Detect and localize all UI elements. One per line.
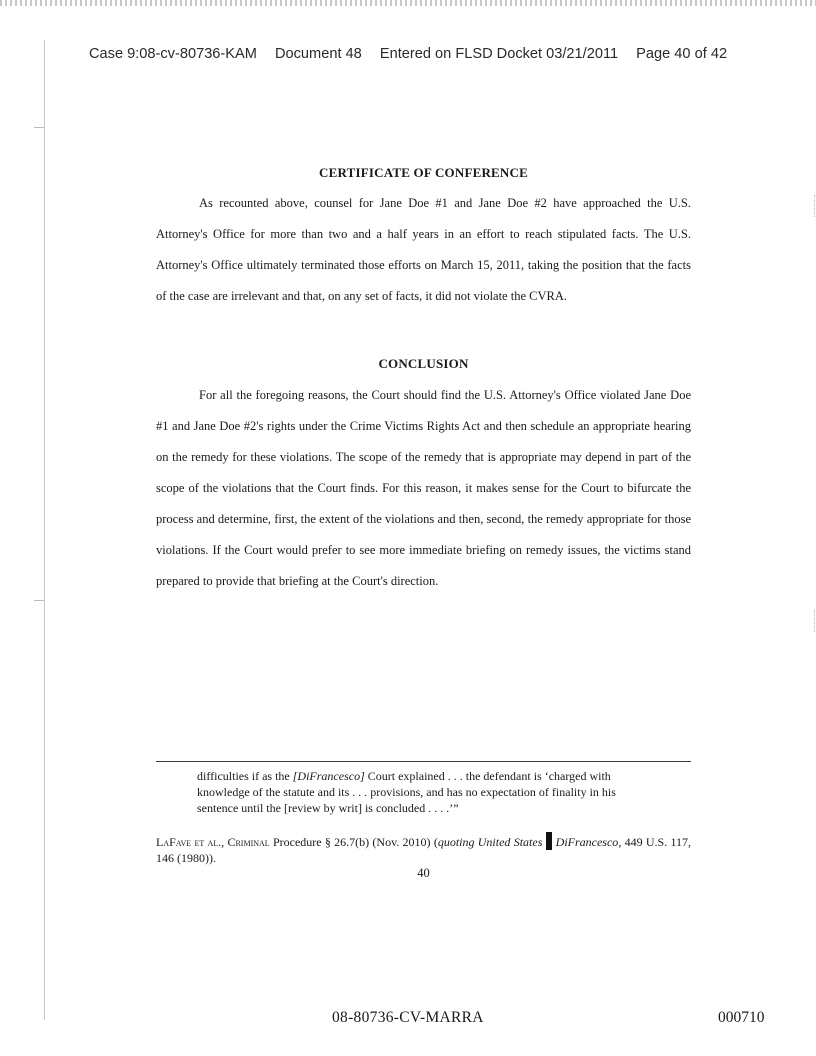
page-count: Page 40 of 42 [636,46,728,62]
footnote-citation: LaFave et al., Criminal Procedure § 26.7(b) (Nov. 2010) (quoting United States DiFrancesco, 449 U.S. 117, 146 (1980)). [156,832,691,866]
bates-number: 000710 [718,1009,765,1026]
scan-tick [34,600,44,601]
scan-tick [812,195,815,217]
scan-artifact-top [0,0,816,6]
redaction-mark [546,832,552,850]
certificate-paragraph: As recounted above, counsel for Jane Doe #1 and Jane Doe #2 have approached the U.S. Attorney's Office for more than two and a half years in an effort to reach stipulated facts. The U.S. Attorney's Office ultimately terminated those efforts on March 15, 2011, taking the position that the facts of the case are irrelevant and that, on any set of facts, it did not violate the CVRA. [156,196,691,303]
bates-label: 08-80736-CV-MARRA [332,1009,484,1026]
scan-tick [34,127,44,128]
certificate-heading: CERTIFICATE OF CONFERENCE [319,165,528,180]
case-number: Case 9:08-cv-80736-KAM [89,46,257,62]
scan-margin-line [44,40,45,1020]
conclusion-paragraph: For all the foregoing reasons, the Court should find the U.S. Attorney's Office violated Jane Doe #1 and Jane Doe #2's rights under the Crime Victims Rights Act and then schedule an appropriate hearing on the remedy for these violations. The scope of the remedy that is appropriate may depend in part of the scope of the violations that the Court finds. For this reason, it makes sense for the Court to bifurcate the process and determine, first, the extent of the violations and then, second, the remedy appropriate for those violations. If the Court would prefer to see more immediate briefing on remedy issues, the victims stand prepared to provide that briefing at the Court's direction. [156,388,691,588]
footnote-divider [156,761,691,762]
footnote-quote: difficulties if as the [DiFrancesco] Court explained . . . the defendant is ‘charged with knowledge of the statute and its . . . provisions, and has no expectation of finality in his sentence until the [review by writ] is concluded . . . .’” [197,769,616,815]
page-number: 40 [417,866,430,880]
scan-tick [812,610,815,632]
docket-header [89,46,769,62]
document-number: Document 48 [274,46,362,62]
docket-entry: Entered on FLSD Docket 03/21/2011 [379,46,619,62]
conclusion-heading: CONCLUSION [378,356,469,371]
